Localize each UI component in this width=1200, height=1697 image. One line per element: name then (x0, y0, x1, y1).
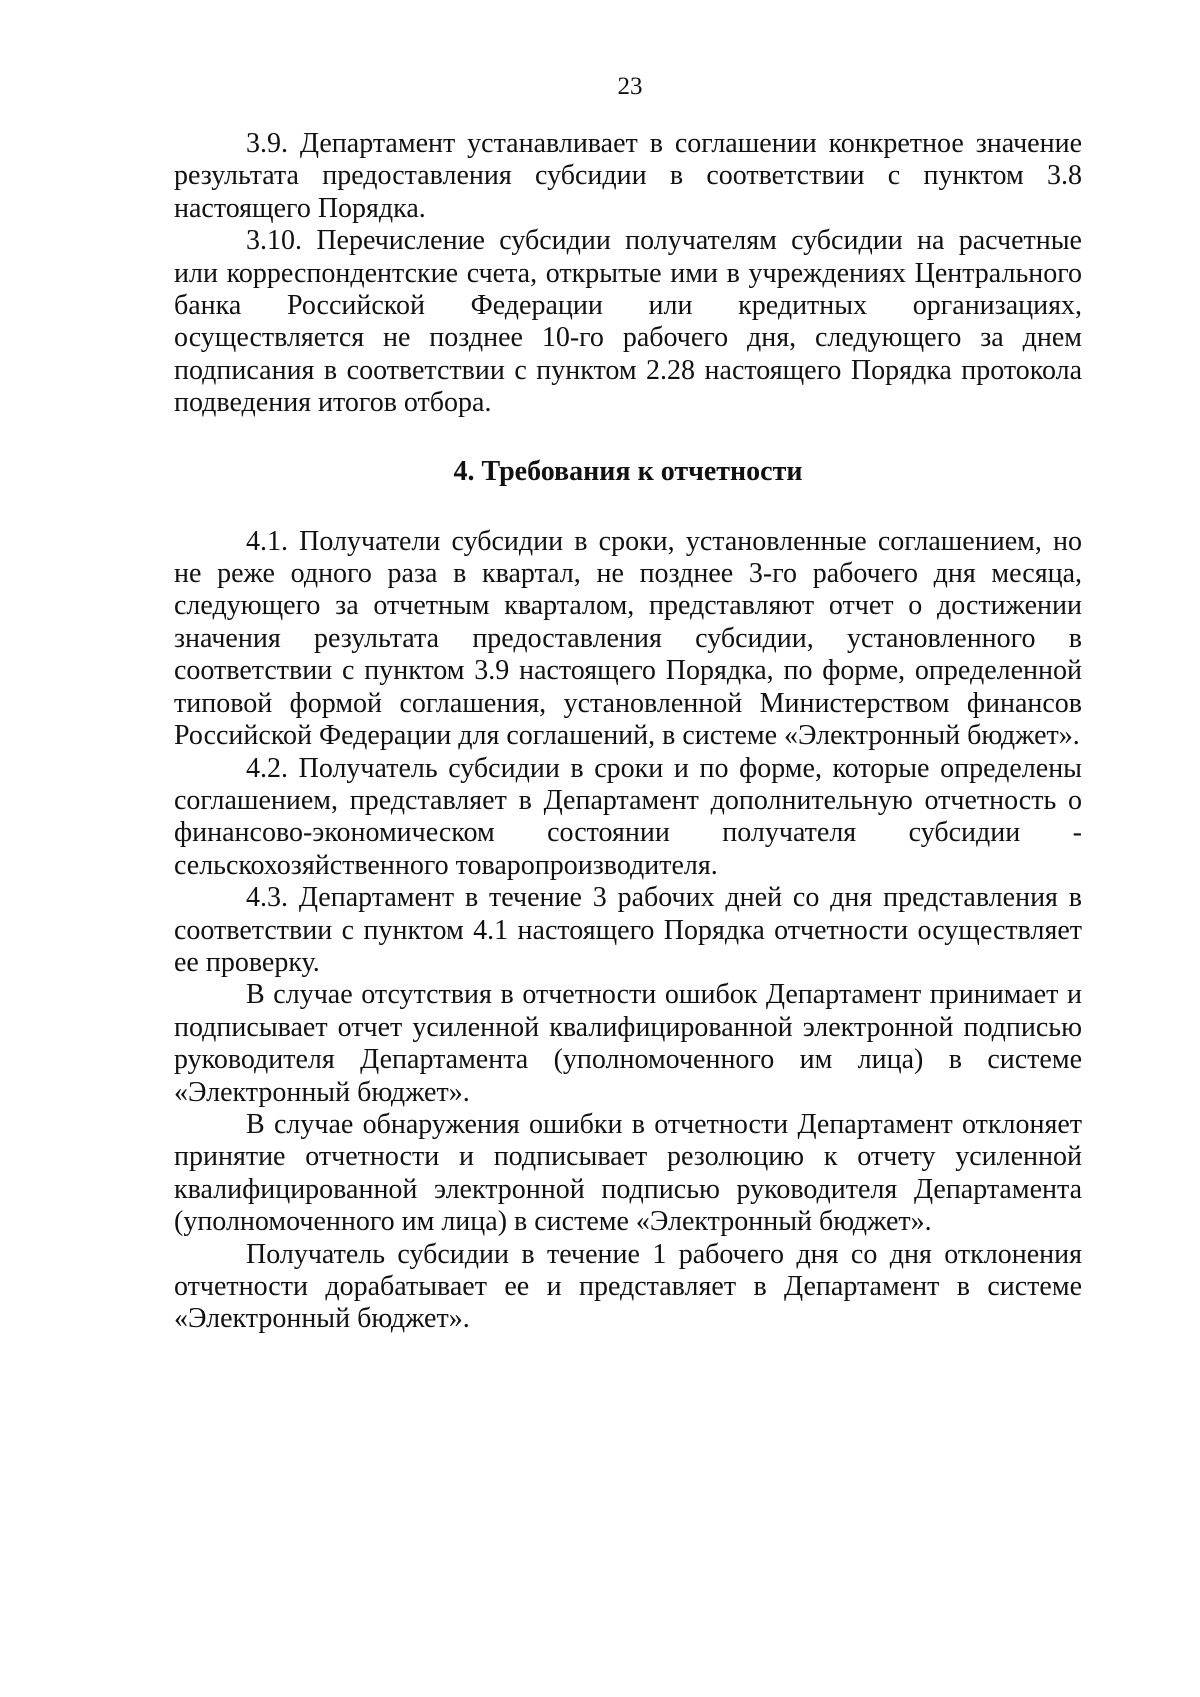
paragraph-4-2: 4.2. Получатель субсидии в сроки и по форме, которые определены соглашением, представляет в Департамент дополнительную отчетность о финансово-экономическом состоянии получателя субсидии - сельскохозяйственного товаропроизводителя. (174, 752, 1082, 881)
paragraph-4-1: 4.1. Получатели субсидии в сроки, установленные соглашением, но не реже одного раза в квартал, не позднее 3-го рабочего дня месяца, следующего за отчетным кварталом, представляют отчет о достижении значения результата предоставления субсидии, установленного в соответствии с пунктом 3.9 настоящего Порядка, по форме, определенной типовой формой соглашения, установленной Министерством финансов Российской Федерации для соглашений, в системе «Электронный бюджет». (174, 525, 1082, 752)
document-body (174, 128, 1082, 1336)
page-number: 23 (617, 73, 643, 100)
paragraph-3-9: 3.9. Департамент устанавливает в соглашении конкретное значение результата предоставления субсидии в соответствии с пунктом 3.8 настоящего Порядка. (174, 128, 1082, 224)
paragraph-4-3-accept: В случае отсутствия в отчетности ошибок Департамент принимает и подписывает отчет усиленной квалифицированной электронной подписью руководителя Департамента (уполномоченного им лица) в системе «Электронный бюджет». (174, 979, 1082, 1108)
paragraph-4-3: 4.3. Департамент в течение 3 рабочих дней со дня представления в соответствии с пунктом 4.1 настоящего Порядка отчетности осуществляет ее проверку. (174, 882, 1082, 978)
section-heading-4: 4. Требования к отчетности (453, 455, 803, 487)
paragraph-3-10: 3.10. Перечисление субсидии получателям субсидии на расчетные или корреспондентские счета, открытые ими в учреждениях Центрального банка Российской Федерации или кредитных организациях, осуществляется не позднее 10-го рабочего дня, следующего за днем подписания в соответствии с пунктом 2.28 настоящего Порядка протокола подведения итогов отбора. (174, 225, 1082, 419)
paragraph-4-3-rework: Получатель субсидии в течение 1 рабочего дня со дня отклонения отчетности дорабатывает ее и представляет в Департамент в системе «Электронный бюджет». (174, 1238, 1082, 1335)
paragraph-4-3-reject: В случае обнаружения ошибки в отчетности Департамент отклоняет принятие отчетности и подписывает резолюцию к отчету усиленной квалифицированной электронной подписью руководителя Департамента (уполномоченного им лица) в системе «Электронный бюджет». (174, 1108, 1082, 1238)
